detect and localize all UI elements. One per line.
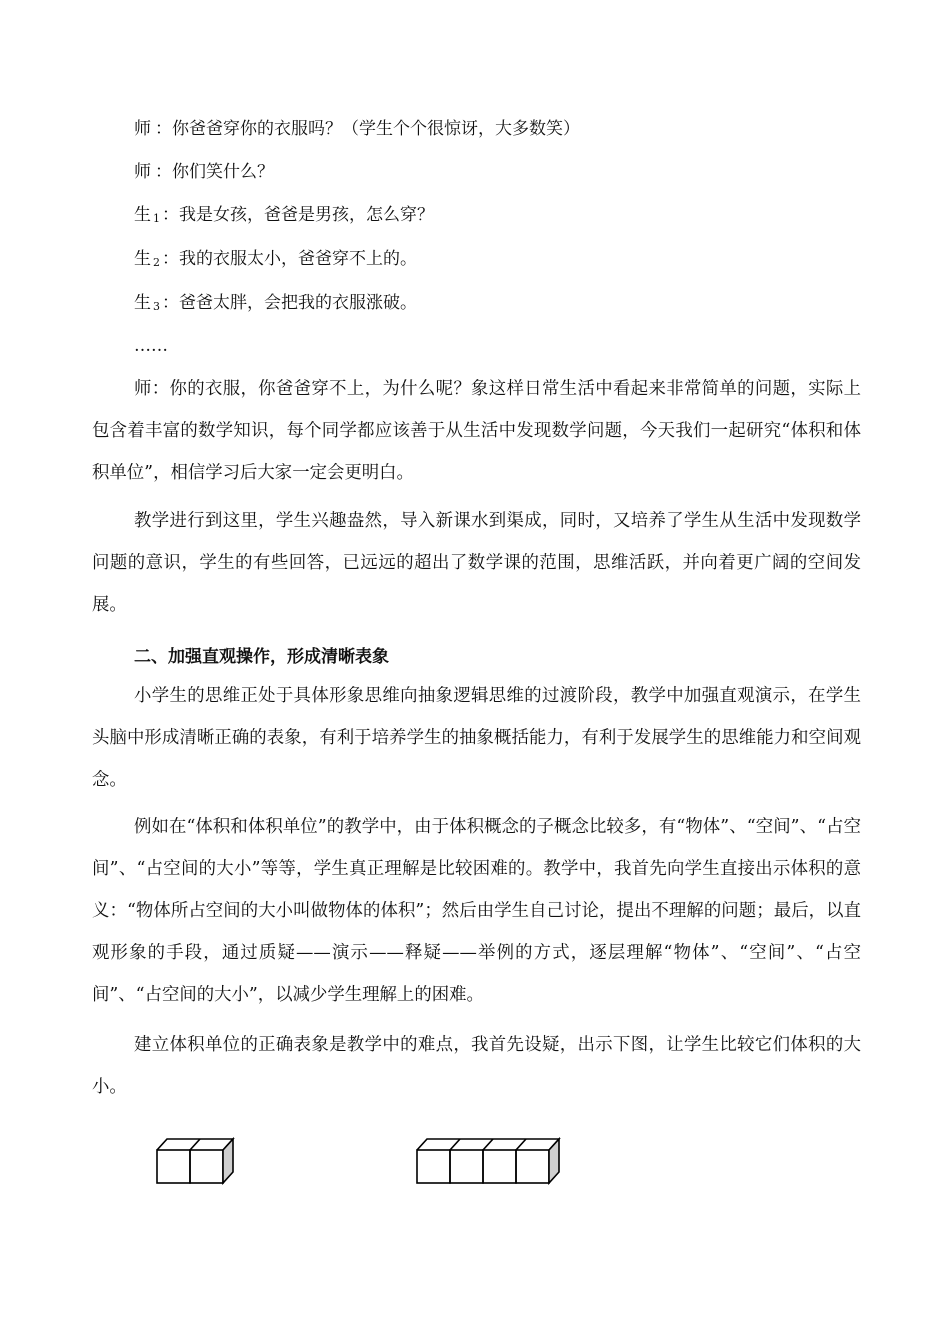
cube-side-face: [223, 1139, 233, 1183]
ellipsis: ……: [134, 336, 168, 356]
cube-top-divider: [516, 1139, 526, 1150]
cube-side-face: [549, 1139, 559, 1183]
paragraph-thinking-stage: 小学生的思维正处于具体形象思维向抽象逻辑思维的过渡阶段，教学中加强直观演示，在学生头脑中形成清晰正确的表象，有利于培养学生的抽象概括能力，有利于发展学生的思维能力和空间观念。: [92, 686, 861, 790]
dialogue-line-1: [134, 116, 580, 146]
cube-front: [516, 1150, 549, 1183]
dialogue-line-4: [134, 246, 417, 276]
cube-top-divider: [190, 1139, 200, 1150]
cube-front: [157, 1150, 190, 1183]
speaker: 师: [134, 162, 151, 182]
dialogue-line-5: [134, 290, 417, 320]
left-cube-group: [157, 1139, 233, 1183]
dialogue-text: ：我是女孩，爸爸是男孩，怎么穿？: [162, 205, 434, 225]
cube-front: [483, 1150, 516, 1183]
speaker: 生: [134, 249, 151, 269]
dialogue-line-2: [134, 159, 274, 189]
speaker-index: 3: [153, 300, 160, 313]
cube-comparison-figure: [0, 1130, 950, 1190]
paragraph-teaching-progress: 教学进行到这里，学生兴趣盎然，导入新课水到渠成，同时，又培养了学生从生活中发现数学问题的意识，学生的有些回答，已远远的超出了数学课的范围，思维活跃，并向着更广阔的空间发展。: [92, 511, 861, 615]
dialogue-line-3: [134, 202, 434, 232]
cube-top-divider: [450, 1139, 460, 1150]
speaker: 生: [134, 205, 151, 225]
dialogue-text: ：你爸爸穿你的衣服吗？（学生个个很惊讶，大多数笑）: [155, 119, 580, 139]
speaker-index: 2: [153, 256, 160, 269]
dialogue-text: ：我的衣服太小，爸爸穿不上的。: [162, 249, 417, 269]
paragraph-teacher-question: 师：你的衣服，你爸爸穿不上，为什么呢？象这样日常生活中看起来非常简单的问题，实际上包含着丰富的数学知识，每个同学都应该善于从生活中发现数学问题，今天我们一起研究“体积和体积单位”，相信学习后大家一定会更明白。: [92, 379, 861, 483]
cube-front: [417, 1150, 450, 1183]
cube-front: [450, 1150, 483, 1183]
section-heading: 二、加强直观操作，形成清晰表象: [134, 647, 389, 667]
cube-front: [190, 1150, 223, 1183]
dialogue-text: ：你们笑什么？: [155, 162, 274, 182]
paragraph-volume-unit: 建立体积单位的正确表象是教学中的难点，我首先设疑，出示下图，让学生比较它们体积的大小。: [92, 1035, 861, 1097]
cube-figure-svg: [0, 1130, 950, 1190]
cube-top-divider: [483, 1139, 493, 1150]
speaker: 师: [134, 119, 151, 139]
paragraph-volume-example: 例如在“体积和体积单位”的教学中，由于体积概念的子概念比较多，有“物体”、“空间”、“占空间”、“占空间的大小”等等，学生真正理解是比较困难的。教学中，我首先向学生直接出示体积的意义：“物体所占空间的大小叫做物体的体积”；然后由学生自己讨论，提出不理解的问题；最后，以直观形象的手段，通过质疑——演示——释疑——举例的方式，逐层理解“物体”、“空间”、“占空间”、“占空间的大小”，以减少学生理解上的困难。: [92, 817, 861, 1005]
speaker-index: 1: [153, 212, 160, 225]
dialogue-text: ：爸爸太胖，会把我的衣服涨破。: [162, 293, 417, 313]
right-cube-group: [417, 1139, 559, 1183]
speaker: 生: [134, 293, 151, 313]
